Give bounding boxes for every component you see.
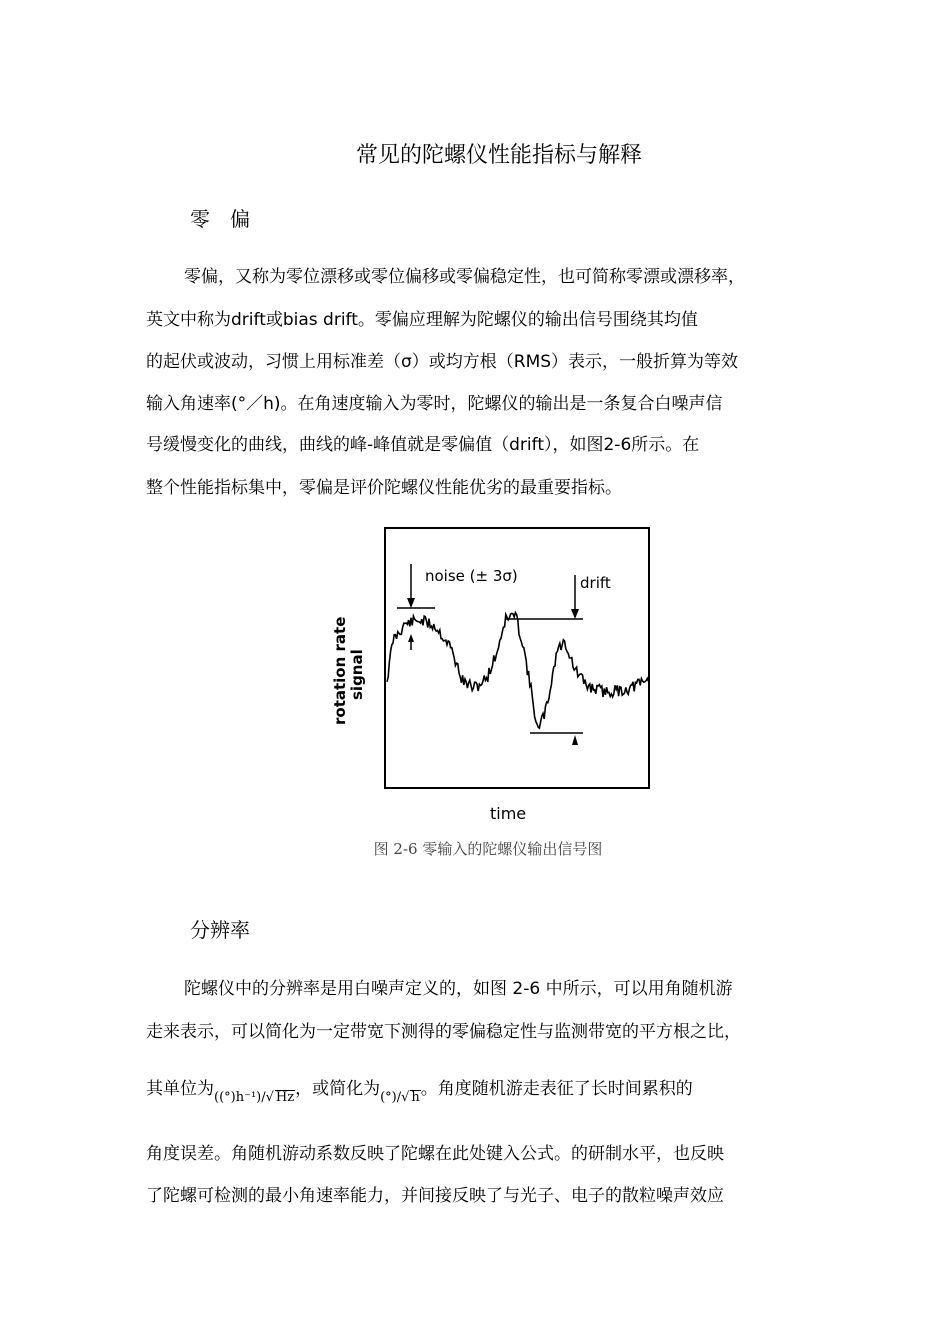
paragraph-line: 陀螺仪中的分辨率是用白噪声定义的，如图 2-6 中所示，可以用角随机游: [184, 979, 733, 999]
paragraph-line: 英文中称为drift或bias drift。零偏应理解为陀螺仪的输出信号围绕其均值: [146, 310, 698, 330]
paragraph-line: 了陀螺可检测的最小角速率能力，并间接反映了与光子、电子的散粒噪声效应: [146, 1186, 724, 1206]
unit-formula-full: [214, 1090, 295, 1105]
formula-part: ((°)h: [214, 1090, 245, 1105]
unit-formula-simple: [380, 1090, 421, 1105]
formula-part: (°)/√: [380, 1090, 410, 1105]
paragraph-line: 零偏，又称为零位漂移或零位偏移或零偏稳定性，也可简称零漂或漂移率，: [184, 267, 745, 287]
x-axis-label: time: [490, 804, 527, 823]
figure-caption: 图 2-6 零输入的陀螺仪输出信号图: [373, 840, 603, 858]
text-segment: 。角度随机游走表征了长时间累积的: [420, 1079, 693, 1099]
drift-lower-arrowhead: [572, 735, 578, 745]
page-title: 常见的陀螺仪性能指标与解释: [355, 143, 642, 168]
text-segment: 其单位为: [146, 1079, 214, 1099]
paragraph-line: 角度误差。角随机游动系数反映了陀螺在此处键入公式。的研制水平，也反映: [146, 1144, 724, 1164]
gyro-output-figure: [325, 520, 665, 825]
y-axis-label-line1: rotation rate: [331, 616, 349, 725]
noise-arrowhead: [407, 598, 415, 608]
paragraph-line: 的起伏或波动，习惯上用标准差（σ）或均方根（RMS）表示，一般折算为等效: [146, 352, 739, 372]
paragraph-line: 整个性能指标集中，零偏是评价陀螺仪性能优劣的最重要指标。: [146, 478, 622, 498]
noise-label: noise (± 3σ): [425, 567, 518, 585]
signal-trace: [387, 613, 649, 729]
section-heading-bias: 零 偏: [190, 207, 250, 231]
y-axis-label-line2: signal: [348, 649, 366, 700]
drift-label: drift: [580, 574, 611, 592]
paragraph-line: 走来表示，可以简化为一定带宽下测得的零偏稳定性与监测带宽的平方根之比，: [146, 1022, 741, 1042]
paragraph-line: 输入角速率(°／h)。在角速度输入为零时，陀螺仪的输出是一条复合白噪声信: [146, 394, 723, 414]
formula-radicand: Hz: [275, 1090, 295, 1105]
formula-radicand: h: [411, 1090, 420, 1105]
paragraph-line-with-formula: [146, 1079, 693, 1105]
noise-lower-arrowhead: [408, 634, 414, 642]
section-heading-resolution: 分辨率: [190, 918, 250, 942]
text-segment: ，或简化为: [295, 1079, 381, 1099]
formula-part: ⁻¹)/√: [244, 1090, 274, 1105]
paragraph-line: 号缓慢变化的曲线，曲线的峰-峰值就是零偏值（drift），如图2-6所示。在: [146, 435, 700, 455]
drift-arrowhead: [571, 609, 579, 619]
